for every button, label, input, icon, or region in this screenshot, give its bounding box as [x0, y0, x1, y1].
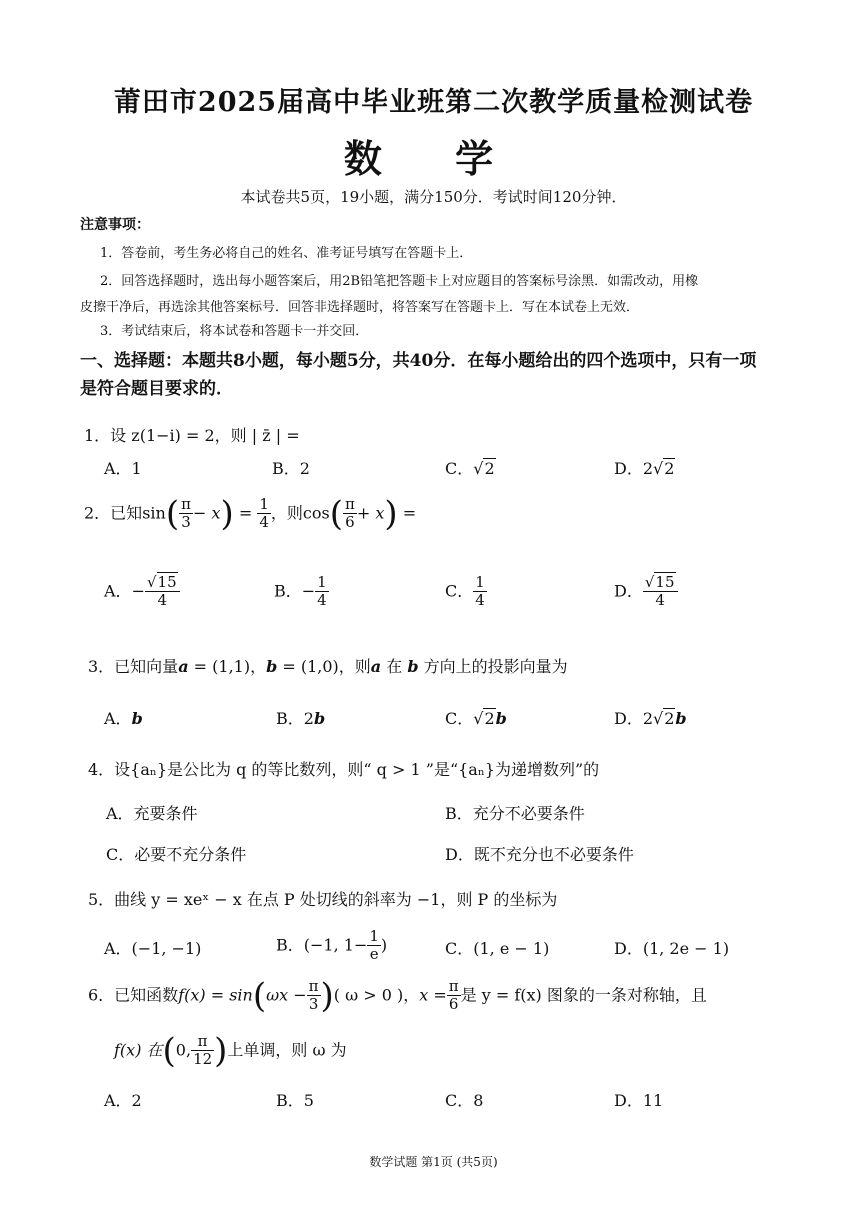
- q2-option-d-label: D．: [614, 581, 643, 601]
- q6-frac-pi-12-num: π: [191, 1033, 214, 1051]
- notice-heading: 注意事项：: [80, 217, 150, 233]
- q1-option-c-label: C．: [445, 459, 474, 478]
- q2-option-c-den: 4: [475, 591, 485, 610]
- q6-paren-close: ): [320, 975, 334, 1016]
- question-6-line1: [88, 975, 707, 1016]
- q2-sin: sin: [142, 503, 166, 523]
- q6-function: f(x) = sin: [178, 985, 253, 1005]
- q2-intro: 2．已知: [84, 503, 143, 523]
- q2-plus-x: + x: [356, 503, 385, 523]
- q2-option-c-label: C．: [445, 581, 474, 601]
- q3-option-b: [276, 706, 325, 729]
- q6-frac-pi-3: [307, 978, 321, 1014]
- q3-option-b-value: b: [313, 709, 326, 728]
- q2-option-a-sign: −: [131, 581, 145, 601]
- q4-option-c: C．必要不充分条件: [106, 845, 247, 864]
- q5-option-b-den: e: [369, 945, 379, 964]
- page-footer: 数学试题 第1页 (共5页): [369, 1155, 498, 1169]
- q1-option-c-value: 2: [484, 459, 495, 478]
- question-5-stem: 5．曲线 y = xeˣ − x 在点 P 处切线的斜率为 −1，则 P 的坐标为: [88, 890, 558, 909]
- q5-option-d: D．(1, 2e − 1): [614, 939, 730, 958]
- q3-option-a-label: A．: [104, 709, 132, 728]
- q2-minus-x: − x: [192, 503, 221, 523]
- q2-frac-1-4-den: 4: [259, 513, 269, 532]
- q6-frac-pi-3-num: π: [308, 977, 319, 995]
- q3-option-c-radicand: 2: [484, 709, 495, 728]
- q6-frac-pi-12: [191, 1033, 214, 1069]
- q4-option-a: A．充要条件: [106, 804, 198, 823]
- q6-option-d: D．11: [614, 1091, 664, 1110]
- q6-frac-pi-6-num: π: [448, 977, 459, 995]
- notice-item-2a: 2．回答选择题时，选出每小题答案后，用2B铅笔把答题卡上对应题目的答案标号涂黑．如需改动，用橡: [100, 274, 699, 289]
- q2-equals-1: =: [238, 503, 253, 523]
- q2-frac-pi-6-den: 6: [345, 513, 355, 532]
- subject-title: 数 学: [343, 136, 524, 181]
- q2-frac-pi-3-num: π: [181, 495, 191, 513]
- q3-option-c-label: C．: [445, 709, 474, 728]
- q2-then: ，则: [270, 503, 303, 523]
- question-2-stem: [84, 493, 417, 534]
- question-3-stem: [88, 654, 568, 677]
- q2-paren-close-2: ): [384, 493, 398, 534]
- q2-frac-pi-6-num: π: [344, 495, 355, 513]
- q3-vector-b-value: = (1,0)，则: [277, 657, 371, 676]
- q5-option-b-num: 1: [369, 927, 379, 945]
- q3-vector-b: b: [266, 657, 278, 676]
- q2-option-c-frac: [473, 574, 487, 610]
- q1-option-b: B．2: [272, 459, 310, 478]
- q4-option-d: D．既不充分也不必要条件: [445, 845, 634, 864]
- notice-item-1: 1．答卷前，考生务必将自己的姓名、准考证号填写在答题卡上．: [100, 246, 473, 261]
- q2-option-b-den: 4: [317, 591, 327, 610]
- q6-paren-open: (: [252, 975, 267, 1016]
- q2-option-d: [614, 574, 678, 610]
- q3-in: 在: [381, 657, 408, 676]
- question-4-stem: 4．设{aₙ}是公比为 q 的等比数列，则“ q > 1 ”是“{aₙ}为递增数列”的: [88, 760, 600, 779]
- q2-option-a-den: 4: [157, 591, 168, 610]
- q2-option-b-label: B．: [274, 581, 302, 601]
- exam-title: 莆田市2025届高中毕业班第二次教学质量检测试卷: [113, 87, 754, 118]
- q3-option-c-value: b: [495, 709, 507, 728]
- q3-intro: 3．已知向量: [88, 657, 179, 676]
- q6-option-a: A．2: [104, 1091, 142, 1110]
- q1-option-d-value: 2: [664, 459, 675, 478]
- notice-item-3: 3．考试结束后，将本试卷和答题卡一并交回．: [100, 324, 369, 339]
- q3-rest: 方向上的投影向量为: [418, 657, 568, 676]
- q4-option-b: B．充分不必要条件: [445, 804, 585, 823]
- q1-option-c: C．√2: [445, 459, 495, 478]
- q2-option-d-num: √15: [643, 574, 678, 592]
- q6-interval-open: (: [162, 1030, 176, 1071]
- q1-option-d-coef: 2: [642, 459, 654, 478]
- q5-option-b: [276, 928, 387, 964]
- q2-equals-2: =: [402, 503, 417, 523]
- q6-x-equals: x =: [419, 985, 447, 1005]
- q5-option-b-label: B．(−1, 1−: [276, 935, 368, 955]
- q6-frac-pi-6: [447, 978, 461, 1014]
- q2-option-a-label: A．: [104, 581, 132, 601]
- q2-frac-pi-3-den: 3: [181, 513, 191, 532]
- q6-intro: 6．已知函数: [88, 985, 179, 1005]
- q2-option-b-num: 1: [317, 573, 327, 591]
- q6-inner: ωx −: [266, 985, 307, 1005]
- q3-option-a: [104, 706, 143, 729]
- q2-option-d-frac: [643, 574, 678, 610]
- q6-frac-pi-12-den: 12: [193, 1050, 213, 1069]
- q2-option-a-num: √15: [145, 574, 180, 592]
- question-6-line2: [114, 1030, 347, 1071]
- q5-option-b-frac: [367, 928, 381, 964]
- q2-paren-open-1: (: [165, 493, 180, 534]
- q2-option-b: [274, 574, 329, 610]
- exam-info: 本试卷共5页，19小题，满分150分．考试时间120分钟．: [240, 188, 627, 206]
- q3-option-d: D．2√2b: [614, 709, 687, 728]
- q1-option-a: A．1: [104, 459, 142, 478]
- q1-option-d: D．2√2: [614, 459, 675, 478]
- q6-condition: ( ω > 0 )，: [333, 985, 420, 1005]
- q3-vector-a-ref: a: [370, 657, 382, 676]
- q2-option-c: [445, 574, 487, 610]
- q3-vector-a: a: [178, 657, 189, 676]
- q2-option-d-radicand: 15: [655, 573, 675, 591]
- q2-frac-pi-3: [179, 496, 193, 532]
- q2-option-a: [104, 574, 180, 610]
- q3-option-a-value: b: [131, 709, 143, 728]
- q2-cos: cos: [302, 503, 330, 523]
- notice-item-2b: 皮擦干净后，再选涂其他答案标号．回答非选择题时，将答案写在答题卡上．写在本试卷上无效．: [80, 300, 640, 315]
- q2-option-d-den: 4: [655, 591, 665, 610]
- q2-frac-1-4: [257, 496, 271, 532]
- q2-option-a-frac: [145, 574, 180, 610]
- q2-frac-pi-6: [343, 496, 357, 532]
- q3-option-d-coef: 2: [642, 709, 654, 728]
- q6-rest: 是 y = f(x) 图象的一条对称轴，且: [460, 985, 707, 1005]
- q6-option-b: B．5: [276, 1091, 314, 1110]
- q3-vector-a-value: = (1,1)，: [188, 657, 267, 676]
- q2-option-b-sign: −: [301, 581, 316, 601]
- section-heading-line1: 一、选择题：本题共8小题，每小题5分，共40分．在每小题给出的四个选项中，只有一项: [80, 351, 757, 371]
- q2-option-c-num: 1: [475, 573, 485, 591]
- section-heading-line2: 是符合题目要求的．: [80, 379, 233, 399]
- q6-frac-pi-3-den: 3: [308, 995, 319, 1014]
- q2-option-a-radicand: 15: [157, 573, 177, 591]
- q3-option-d-radicand: 2: [664, 709, 675, 728]
- q2-paren-open-2: (: [329, 493, 343, 534]
- q5-option-b-close: ): [380, 935, 388, 955]
- q3-option-d-label: D．: [614, 709, 643, 728]
- q3-option-c: C．√2b: [445, 709, 507, 728]
- q6-interval-close: ): [214, 1030, 228, 1071]
- q6-option-c: C．8: [445, 1091, 484, 1110]
- q5-option-c: C．(1, e − 1): [445, 939, 550, 958]
- q2-option-b-frac: [315, 574, 329, 610]
- q2-frac-1-4-num: 1: [259, 495, 269, 513]
- q6-frac-pi-6-den: 6: [448, 995, 459, 1014]
- q3-option-b-coef: 2: [303, 709, 314, 728]
- q1-option-d-label: D．: [614, 459, 643, 478]
- q6-fx-on: f(x) 在: [114, 1040, 163, 1060]
- q5-option-a: A．(−1, −1): [104, 939, 202, 958]
- q3-vector-b-ref: b: [407, 657, 419, 676]
- q3-option-d-value: b: [675, 709, 687, 728]
- q6-ask: 上单调，则 ω 为: [227, 1040, 347, 1060]
- q3-option-b-label: B．: [276, 709, 304, 728]
- q6-interval-start: 0,: [175, 1040, 192, 1060]
- question-1-stem: 1．设 z(1−i) = 2，则 | z̄ | =: [84, 426, 300, 445]
- q2-paren-close-1: ): [220, 493, 234, 534]
